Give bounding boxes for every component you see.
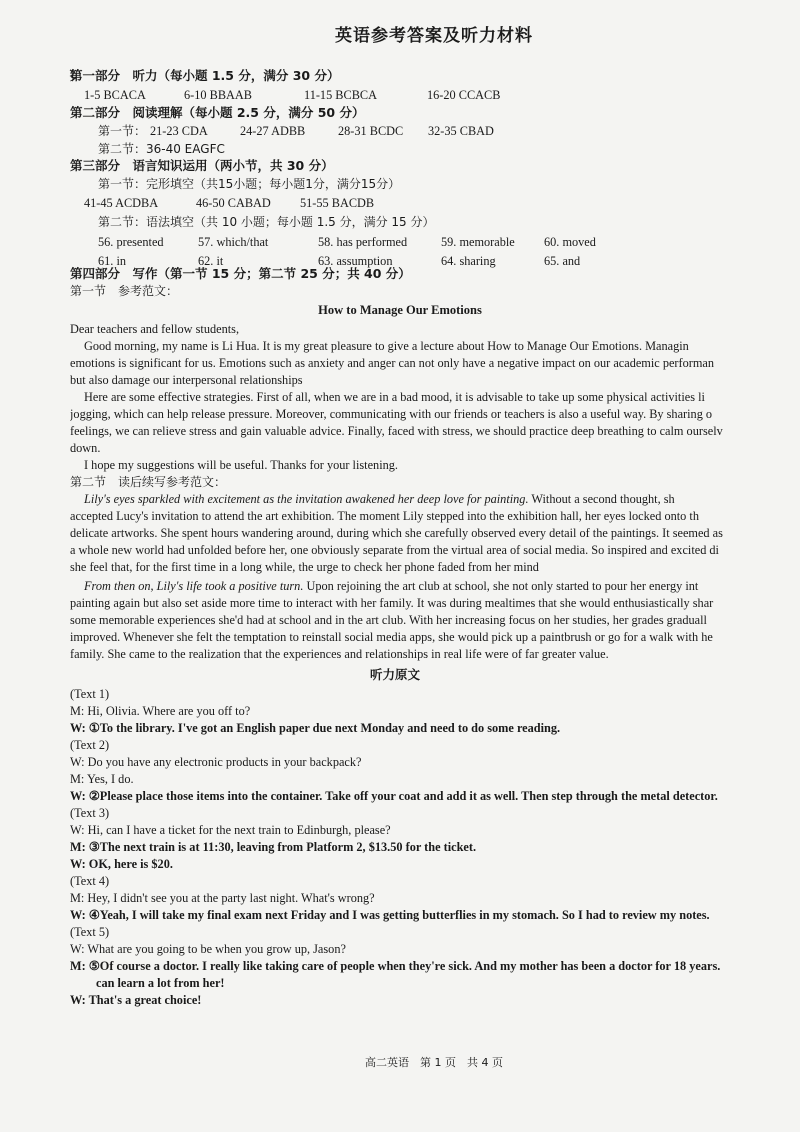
story-given-sentence: Lily's eyes sparkled with excitement as the invitation awakened her deep love for painting. [84, 492, 529, 506]
essay-line: emotions is significant for us. Emotions such as anxiety and anger can not only have a negative impact on our academic performan [70, 356, 715, 370]
text-number-label: (Text 2) [70, 738, 110, 752]
grammar-answer: 58. has performed [318, 235, 408, 249]
story-line: delicate artworks. She spent hours wandering around, during which she carefully observed every detail of the paintings. It seemed as [70, 526, 723, 540]
answer-group: 46-50 CABAD [196, 196, 271, 210]
story-text: Upon rejoining the art club at school, she not only started to pour her energy int [303, 579, 699, 593]
dialogue-line: M: Hi, Olivia. Where are you off to? [70, 704, 251, 718]
dialogue-line: W: Do you have any electronic products in your backpack? [70, 755, 362, 769]
text-number-label: (Text 5) [70, 925, 110, 939]
answer-group: 41-45 ACDBA [84, 196, 159, 210]
dialogue-line: M: Yes, I do. [70, 772, 134, 786]
grammar-answer: 59. memorable [441, 235, 515, 249]
grammar-answer: 65. and [544, 254, 581, 268]
essay-line: but also damage our interpersonal relationships [70, 373, 303, 387]
grammar-row-1 [70, 234, 790, 251]
answer-group: 1-5 BCACA [84, 88, 146, 102]
section-1-label: 第一节 参考范文： [70, 284, 179, 298]
essay-line: Here are some effective strategies. First of all, when we are in a bad mood, it is advisable to take up some physical activities li [84, 390, 705, 404]
story-line: she feel that, for the first time in a long while, the urge to check her phone faded from her mind [70, 560, 539, 574]
transcript-lines [70, 686, 800, 1009]
essay-line: Good morning, my name is Li Hua. It is my great pleasure to give a lecture about How to Manage Our Emotions. Managin [84, 339, 689, 353]
part-1-heading: 第一部分 听力（每小题 1.5 分，满分 30 分） [70, 68, 340, 83]
story-line: family. She came to the realization that the experiences and relationships in real life were of far greater value. [70, 647, 609, 661]
answer-group: 51-55 BACDB [300, 196, 375, 210]
story-line [70, 578, 800, 595]
part-3-language-use [70, 157, 790, 270]
part-4-heading: 第四部分 写作（第一节 15 分；第二节 25 分；共 40 分） [70, 266, 411, 281]
story-body [70, 491, 800, 663]
text-number-label: (Text 1) [70, 687, 110, 701]
grammar-answer: 62. it [198, 254, 224, 268]
answer-group: 21-23 CDA [150, 124, 208, 138]
grammar-answer: 57. which/that [198, 235, 269, 249]
grammar-answer: 63. assumption [318, 254, 393, 268]
story-text: Without a second thought, sh [528, 492, 675, 506]
dialogue-line: W: OK, here is $20. [70, 857, 173, 871]
listening-transcript [70, 666, 800, 1009]
story-line [70, 491, 800, 508]
answer-group: 28-31 BCDC [338, 124, 404, 138]
story-line: a whole new world had unfolded before her, one obviously separate from the virtual area of social media. So inspired and excited di [70, 543, 719, 557]
text-number-label: (Text 3) [70, 806, 110, 820]
grammar-answer: 61. in [98, 254, 127, 268]
part-2-heading: 第二部分 阅读理解（每小题 2.5 分，满分 50 分） [70, 105, 365, 120]
answer-group: 24-27 ADBB [240, 124, 306, 138]
dialogue-line: can learn a lot from her! [96, 976, 225, 990]
page-title: 英语参考答案及听力材料 [335, 26, 533, 46]
answer-group: 11-15 BCBCA [304, 88, 377, 102]
answer-group: 16-20 CCACB [427, 88, 501, 102]
dialogue-line: M: ③The next train is at 11:30, leaving from Platform 2, $13.50 for the ticket. [70, 840, 477, 854]
part-4-writing [70, 265, 800, 663]
grammar-answer: 64. sharing [441, 254, 496, 268]
dialogue-line: W: ①To the library. I've got an English paper due next Monday and need to do some reading. [70, 721, 561, 735]
dialogue-line: M: Hey, I didn't see you at the party last night. What's wrong? [70, 891, 375, 905]
essay-title: How to Manage Our Emotions [318, 303, 482, 317]
essay-line: I hope my suggestions will be useful. Thanks for your listening. [84, 458, 398, 472]
page-footer: 高二英语 第 1 页 共 4 页 [365, 1056, 503, 1069]
listening-heading: 听力原文 [369, 667, 420, 682]
story-line: some memorable experiences she'd had at school and in the art club. With her increasing focus on her studies, her grades graduall [70, 613, 707, 627]
part-2-reading [70, 104, 790, 158]
dialogue-line: W: Hi, can I have a ticket for the next train to Edinburgh, please? [70, 823, 391, 837]
answer-group: 32-35 CBAD [428, 124, 494, 138]
essay-line: down. [70, 441, 101, 455]
story-line: accepted Lucy's invitation to attend the art exhibition. The moment Lily stepped into the exhibition hall, her eyes locked onto th [70, 509, 699, 523]
cloze-heading: 第一节：完形填空（共15小题；每小题1分，满分15分） [98, 177, 401, 191]
dialogue-line: W: What are you going to be when you grow up, Jason? [70, 942, 346, 956]
section-2-label: 第二节 读后续写参考范文： [70, 475, 227, 489]
dialogue-line: W: That's a great choice! [70, 993, 202, 1007]
dialogue-line: W: ②Please place those items into the container. Take off your coat and add it as well. Then step through the metal detector. [70, 789, 718, 803]
part-1-answers [70, 87, 790, 104]
essay-line: jogging, which can help release pressure. Moreover, communicating with our friends or teachers is also a useful way. By sharing o [70, 407, 713, 421]
cloze-answers [70, 195, 790, 212]
part-1-listening [70, 67, 790, 104]
section-label: 第一节： [98, 124, 147, 138]
grammar-answer: 56. presented [98, 235, 164, 249]
answer-group: 6-10 BBAAB [184, 88, 252, 102]
essay-body [70, 321, 800, 474]
dialogue-line: M: ⑤Of course a doctor. I really like taking care of people when they're sick. And my mother has been a doctor for 18 years. [70, 959, 721, 973]
part-3-heading: 第三部分 语言知识运用（两小节，共 30 分） [70, 158, 334, 173]
dialogue-line: W: ④Yeah, I will take my final exam next Friday and I was getting butterflies in my stomach. So I had to review my notes. [70, 908, 710, 922]
grammar-answer: 60. moved [544, 235, 596, 249]
story-line: improved. Whenever she felt the temptation to reinstall social media apps, she would pick up a paintbrush or go for a walk with he [70, 630, 713, 644]
essay-line: Dear teachers and fellow students, [70, 322, 240, 336]
story-given-sentence: From then on, Lily's life took a positive turn. [84, 579, 304, 593]
story-line: painting again but also set aside more time to interact with her family. It was during mealtimes that she would enthusiastically shar [70, 596, 714, 610]
grammar-fill-heading: 第二节：语法填空（共 10 小题；每小题 1.5 分，满分 15 分） [98, 215, 435, 229]
essay-line: feelings, we can relieve stress and gain valuable advice. Finally, faced with stress, we should practice deep breathing to calm ourselv [70, 424, 723, 438]
part-2-section-1 [70, 123, 790, 140]
part-2-section-2: 第二节：36-40 EAGFC [98, 142, 225, 156]
text-number-label: (Text 4) [70, 874, 110, 888]
